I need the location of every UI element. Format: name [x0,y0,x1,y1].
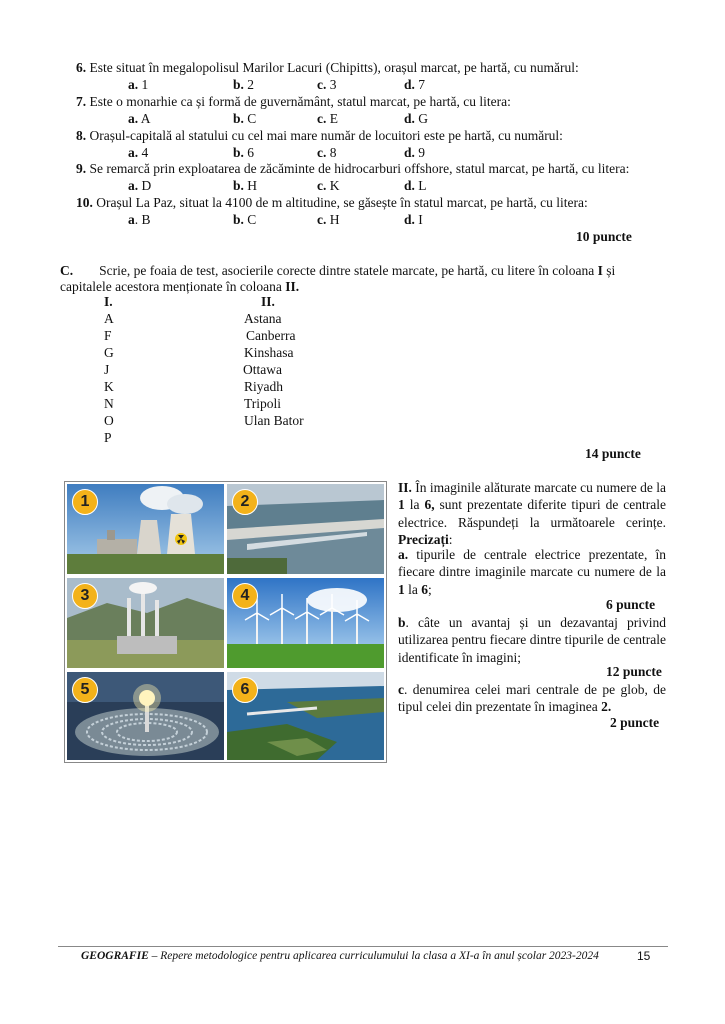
page-number: 15 [637,949,651,963]
list-item: Canberra [246,328,296,343]
option: c. 8 [317,145,337,160]
hydro-dam-photo [227,484,384,574]
option: b. C [233,111,257,126]
option: c. H [317,212,340,227]
list-item: Riyadh [244,379,283,394]
tidal-barrage-photo [227,672,384,760]
option: c. E [317,111,338,126]
section-c-line1: C. Scrie, pe foaia de test, asocierile corecte dintre statele marcate, pe hartă, cu litere în coloana I și [60,263,616,278]
image-number-badge: 6 [232,677,258,703]
option: d. 7 [404,77,426,92]
option: c. 3 [317,77,337,92]
list-item: Tripoli [244,396,282,411]
question-7: 7. Este o monarhie ca și formă de guvernământ, statul marcat, pe hartă, cu litera: [76,94,511,109]
footer-divider [58,946,668,947]
option: d. 9 [404,145,426,160]
option: b. C [233,212,257,227]
question-6: 6. Este situat în megalopolisul Marilor Lacuri (Chipitts), orașul marcat, pe hartă, cu numărul: [76,60,579,75]
option: b. 6 [233,145,255,160]
page-footer: GEOGRAFIE – Repere metodologice pentru aplicarea curriculumului la clasa a XI-a în anul școlar 2023-2024 [81,950,599,962]
question-10: 10. Orașul La Paz, situat la 4100 de m altitudine, se găsește în statul marcat, pe hartă, cu litera: [76,195,588,210]
image-number-badge: 5 [72,677,98,703]
section-c-line2: capitalele acestora menționate în coloana II. [60,279,300,294]
points-c: 14 puncte [585,446,641,461]
list-item: N [104,396,114,411]
list-item: Kinshasa [244,345,294,360]
option: b. H [233,178,258,193]
section-ii-requirement-c: c. denumirea celei mari centrale de pe glob, de tipul celei din prezentate în imaginea 2. [398,682,666,715]
option: c. K [317,178,340,193]
points-ii-b: 12 puncte [606,664,662,679]
option: a. A [128,111,151,126]
list-item: A [104,311,114,326]
option: a. 4 [128,145,149,160]
solar-tower-photo [67,672,224,760]
column-ii-header: II. [261,294,275,309]
list-item: P [104,430,112,445]
option: d. G [404,111,429,126]
points-b: 10 puncte [576,229,632,244]
list-item: K [104,379,114,394]
image-number-badge: 4 [232,583,258,609]
image-number-badge: 2 [232,489,258,515]
column-i-header: I. [104,294,113,309]
nuclear-plant-photo [67,484,224,574]
option: b. 2 [233,77,255,92]
list-item: F [104,328,112,343]
option: d. I [404,212,423,227]
option: a. B [128,212,151,227]
section-ii-intro: II. În imaginile alăturate marcate cu numere de la 1 la 6, sunt prezentate diferite tipuri de centrale electrice. Răspundeți la următoarele cerințe. Precizați: [398,480,667,547]
image-number-badge: 1 [72,489,98,515]
list-item: G [104,345,114,360]
list-item: Ulan Bator [244,413,304,428]
option: d. L [404,178,427,193]
list-item: O [104,413,114,428]
power-plants-image-grid [64,481,387,763]
wind-farm-photo [227,578,384,668]
question-8: 8. Orașul-capitală al statului cu cel mai mare număr de locuitori este pe hartă, cu numărul: [76,128,563,143]
points-ii-c: 2 puncte [610,715,660,730]
list-item: Astana [244,311,282,326]
question-9: 9. Se remarcă prin exploatarea de zăcăminte de hidrocarburi offshore, statul marcat, pe hartă, cu litera: [76,161,630,176]
list-item: Ottawa [243,362,282,377]
option: a. 1 [128,77,149,92]
list-item: J [104,362,110,377]
image-number-badge: 3 [72,583,98,609]
thermal-plant-photo [67,578,224,668]
section-ii-requirement-a: a. tipurile de centrale electrice prezentate, în fiecare dintre imaginile marcate cu numere de la 1 la 6; [398,547,666,597]
option: a. D [128,178,152,193]
section-ii-requirement-b: b. câte un avantaj și un dezavantaj privind utilizarea pentru fiecare dintre tipurile de centrale identificate în imagini; [398,615,666,665]
points-ii-a: 6 puncte [606,597,656,612]
